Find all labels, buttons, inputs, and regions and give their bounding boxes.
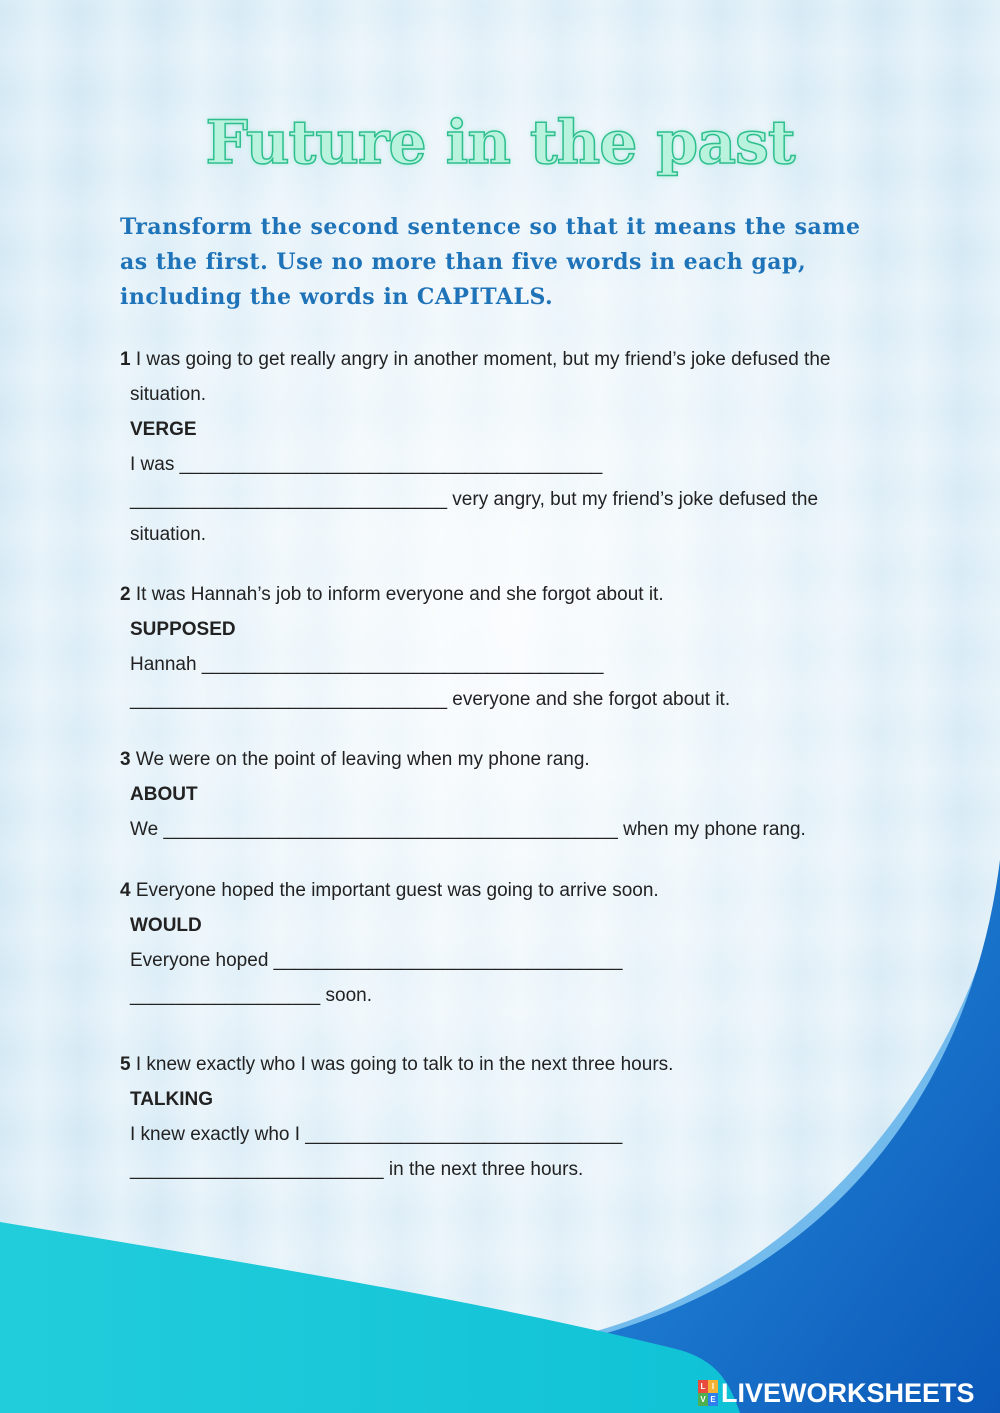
question-2-prompt [120, 584, 664, 606]
question-3-prompt [120, 749, 590, 771]
logo-letter: V [698, 1393, 708, 1406]
answer-line-1 [130, 819, 806, 841]
sentence-continuation: situation. [130, 524, 207, 545]
prompt-text: We were on the point of leaving when my phone rang. [130, 749, 590, 770]
answer-line-1 [130, 454, 602, 476]
sentence-end: soon. [320, 985, 372, 1006]
dark-blue-wave [600, 860, 1000, 1413]
question-number: 3 [120, 749, 131, 770]
answer-line-2 [130, 489, 818, 511]
sentence-end: very angry, but my friend’s joke defused the [447, 489, 819, 510]
answer-line-2 [130, 689, 730, 711]
keyword: ABOUT [130, 784, 198, 805]
answer-blank[interactable]: ___________________________________________ [163, 819, 618, 840]
answer-blank[interactable]: ______________________________ [305, 1124, 623, 1145]
sentence-start: I was [130, 454, 180, 475]
logo-mark-icon [698, 1380, 718, 1406]
sentence-end: when my phone rang. [617, 819, 806, 840]
answer-blank[interactable]: _________________________________ [273, 950, 623, 971]
answer-line-1 [130, 1124, 622, 1146]
logo-text: LIVEWORKSHEETS [721, 1377, 975, 1408]
sentence-end: in the next three hours. [383, 1159, 584, 1180]
keyword: WOULD [130, 915, 202, 936]
keyword: TALKING [130, 1089, 214, 1110]
keyword: VERGE [130, 419, 197, 440]
sentence-start: Hannah [130, 654, 202, 675]
question-1-prompt [120, 349, 830, 371]
answer-blank[interactable]: ______________________________ [130, 689, 448, 710]
answer-line-1 [130, 654, 603, 676]
sentence-end: everyone and she forgot about it. [447, 689, 731, 710]
question-number: 1 [120, 349, 131, 370]
question-number: 5 [120, 1054, 131, 1075]
logo-letter: I [708, 1380, 718, 1393]
answer-blank[interactable]: ________________________ [130, 1159, 384, 1180]
instructions-text: Transform the second sentence so that it means the same as the first. Use no more than five words in each gap, including the words in CAPITALS. [120, 214, 861, 310]
answer-blank[interactable]: ______________________________ [130, 489, 448, 510]
sentence-start: Everyone hoped [130, 950, 274, 971]
prompt-continuation: situation. [130, 384, 207, 405]
answer-blank[interactable]: __________________ [130, 985, 321, 1006]
question-4-prompt [120, 880, 659, 902]
question-number: 4 [120, 880, 131, 901]
answer-line-2 [130, 1159, 583, 1181]
sentence-start: We [130, 819, 164, 840]
keyword: SUPPOSED [130, 619, 236, 640]
prompt-text: Everyone hoped the important guest was going to arrive soon. [130, 880, 659, 901]
sentence-start: I knew exactly who I [130, 1124, 306, 1145]
prompt-text: I knew exactly who I was going to talk to in the next three hours. [130, 1054, 674, 1075]
prompt-text: I was going to get really angry in another moment, but my friend’s joke defused the [130, 349, 831, 370]
logo-letter: L [698, 1380, 708, 1393]
question-5-prompt [120, 1054, 673, 1076]
question-number: 2 [120, 584, 131, 605]
worksheet-title: Future in the past [205, 108, 795, 178]
prompt-text: It was Hannah’s job to inform everyone and she forgot about it. [130, 584, 664, 605]
teal-wave [0, 1222, 740, 1413]
answer-blank[interactable]: ________________________________________ [179, 454, 603, 475]
answer-line-1 [130, 950, 622, 972]
liveworksheets-logo [698, 1378, 975, 1408]
answer-line-2 [130, 985, 372, 1007]
logo-letter: E [708, 1393, 718, 1406]
answer-blank[interactable]: ______________________________________ [201, 654, 604, 675]
